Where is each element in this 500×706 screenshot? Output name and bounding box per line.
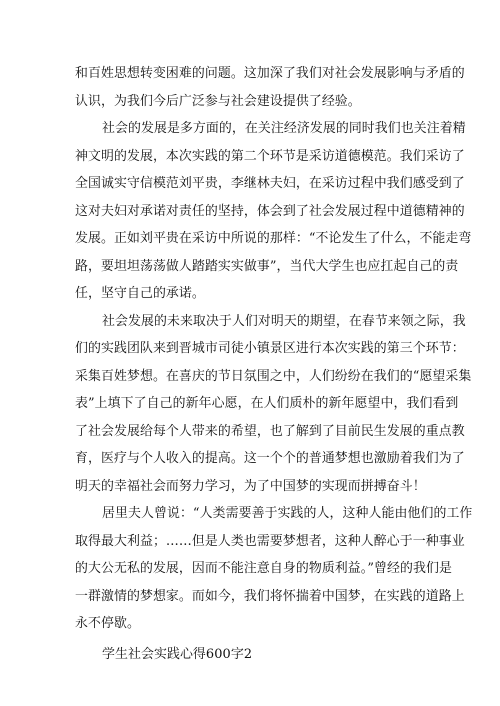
text-line: 们的实践团队来到晋城市司徒小镇景区进行本次实践的第三个环节： (75, 341, 465, 356)
paragraph (75, 500, 473, 638)
text-line: 表”上填下了自己的新年心愿，在人们质朴的新年愿望中，我们看到 (75, 396, 459, 411)
text-line: 社会发展的未来取决于人们对明天的期望，在春节来领之际，我 (102, 313, 466, 329)
text-line: 这对夫妇对承诺对责任的坚持，体会到了社会发展过程中道德精神的 (75, 203, 465, 219)
document-page (75, 60, 473, 668)
text-line: 和百姓思想转变困难的问题。这加深了我们对社会发展影响与矛盾的 (75, 66, 465, 81)
text-line: 了社会发展给每个人带来的希望，也了解到了目前民生发展的重点教 (75, 423, 465, 439)
text-line: 一群激情的梦想家。而如今，我们将怀揣着中国梦，在实践的道路上 (75, 588, 465, 604)
text-line: 永不停歇。 (75, 616, 140, 631)
text-line: 神文明的发展，本次实践的第二个环节是采访道德模范。我们采访了 (75, 148, 465, 164)
text-line: 认识，为我们今后广泛参与社会建设提供了经验。 (75, 93, 361, 109)
text-line: 育，医疗与个人收入的提高。这一个个的普通梦想也激励着我们为了 (75, 451, 465, 466)
text-line: 居里夫人曾说：“人类需要善于实践的人，这种人能由他们的工作 (102, 506, 473, 521)
text-line: 路，要坦坦荡荡做人踏踏实实做事”，当代大学生也应扛起自己的责 (75, 258, 459, 274)
text-line: 发展。正如刘平贵在采访中所说的那样：“不论发生了什么，不能走弯 (75, 231, 472, 246)
text-line: 社会的发展是多方面的，在关注经济发展的同时我们也关注着精 (102, 121, 466, 136)
text-line: 取得最大利益；……但是人类也需要梦想者，这种人醉心于一种事业 (75, 533, 465, 549)
text-line: 采集百姓梦想。在喜庆的节日氛围之中，人们纷纷在我们的“愿望采集 (75, 368, 472, 384)
text-line: 任，坚守自己的承诺。 (75, 286, 205, 301)
section-heading: 学生社会实践心得600字2 (102, 646, 253, 662)
paragraph (75, 60, 465, 115)
text-line: 的大公无私的发展，因而不能注意自身的物质利益。”曾经的我们是 (75, 561, 452, 576)
text-line: 明天的幸福社会而努力学习，为了中国梦的实现而拼搏奋斗！ (75, 478, 426, 494)
paragraph (75, 115, 472, 308)
text-line: 全国诚实守信模范刘平贵，李继林夫妇，在采访过程中我们感受到了 (75, 176, 465, 191)
paragraph (75, 308, 472, 501)
